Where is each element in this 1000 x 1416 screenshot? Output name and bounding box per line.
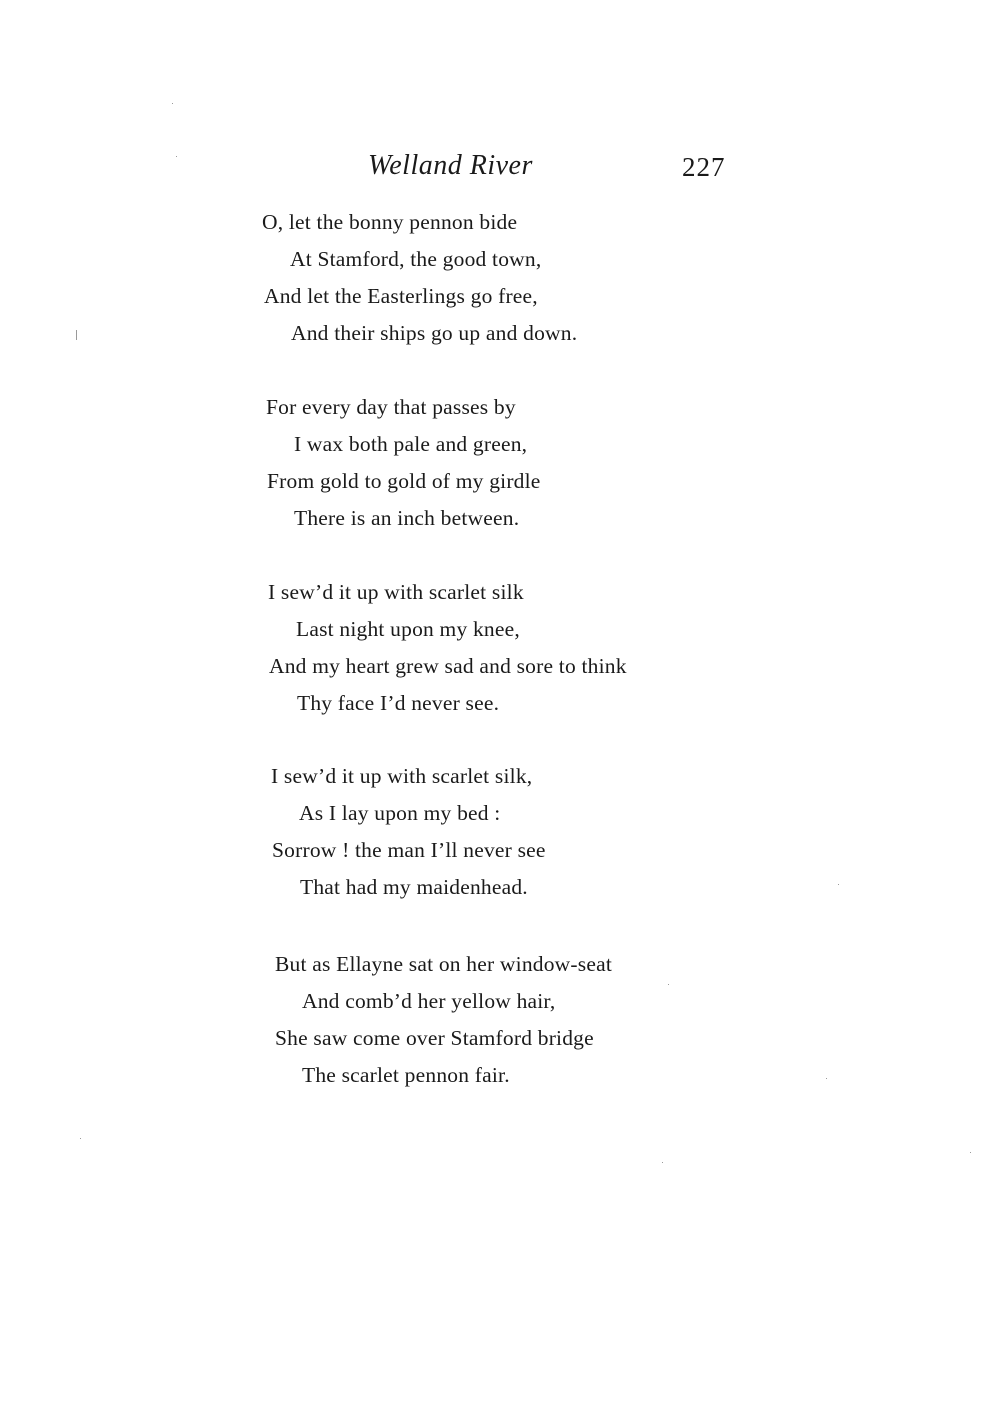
scan-speck [668,984,669,985]
scan-speck [970,1152,971,1153]
scan-speck [80,1138,81,1139]
poem-line: For every day that passes by [266,395,516,419]
poem-line: At Stamford, the good town, [290,247,542,271]
scan-speck [172,103,173,104]
page-number: 227 [682,152,726,182]
poem-line: I sew’d it up with scarlet silk, [271,764,533,788]
scan-speck [826,1078,827,1079]
poem-line: Sorrow ! the man I’ll never see [272,838,546,862]
poem-line: I wax both pale and green, [294,432,528,456]
poem-line: I sew’d it up with scarlet silk [268,580,524,604]
poem-line: But as Ellayne sat on her window-seat [275,952,612,976]
poem-line: O, let the bonny pennon bide [262,210,518,234]
poem-line: She saw come over Stamford bridge [275,1026,594,1050]
poem-line: That had my maidenhead. [300,875,528,899]
poem-line: There is an inch between. [294,506,520,530]
poem-line: And my heart grew sad and sore to think [269,654,627,678]
poem-line: From gold to gold of my girdle [267,469,541,493]
poem-line: And let the Easterlings go free, [264,284,538,308]
poem-line: And comb’d her yellow hair, [302,989,556,1013]
scan-speck [76,330,77,340]
poem-line: And their ships go up and down. [291,321,578,345]
poem-line: The scarlet pennon fair. [302,1063,510,1087]
poem-line: As I lay upon my bed : [299,801,501,825]
poem-line: Last night upon my knee, [296,617,520,641]
running-title: Welland River [368,150,533,181]
scan-speck [662,1162,663,1163]
scan-speck [176,156,177,157]
poem-line: Thy face I’d never see. [297,691,500,715]
scan-speck [838,884,839,885]
